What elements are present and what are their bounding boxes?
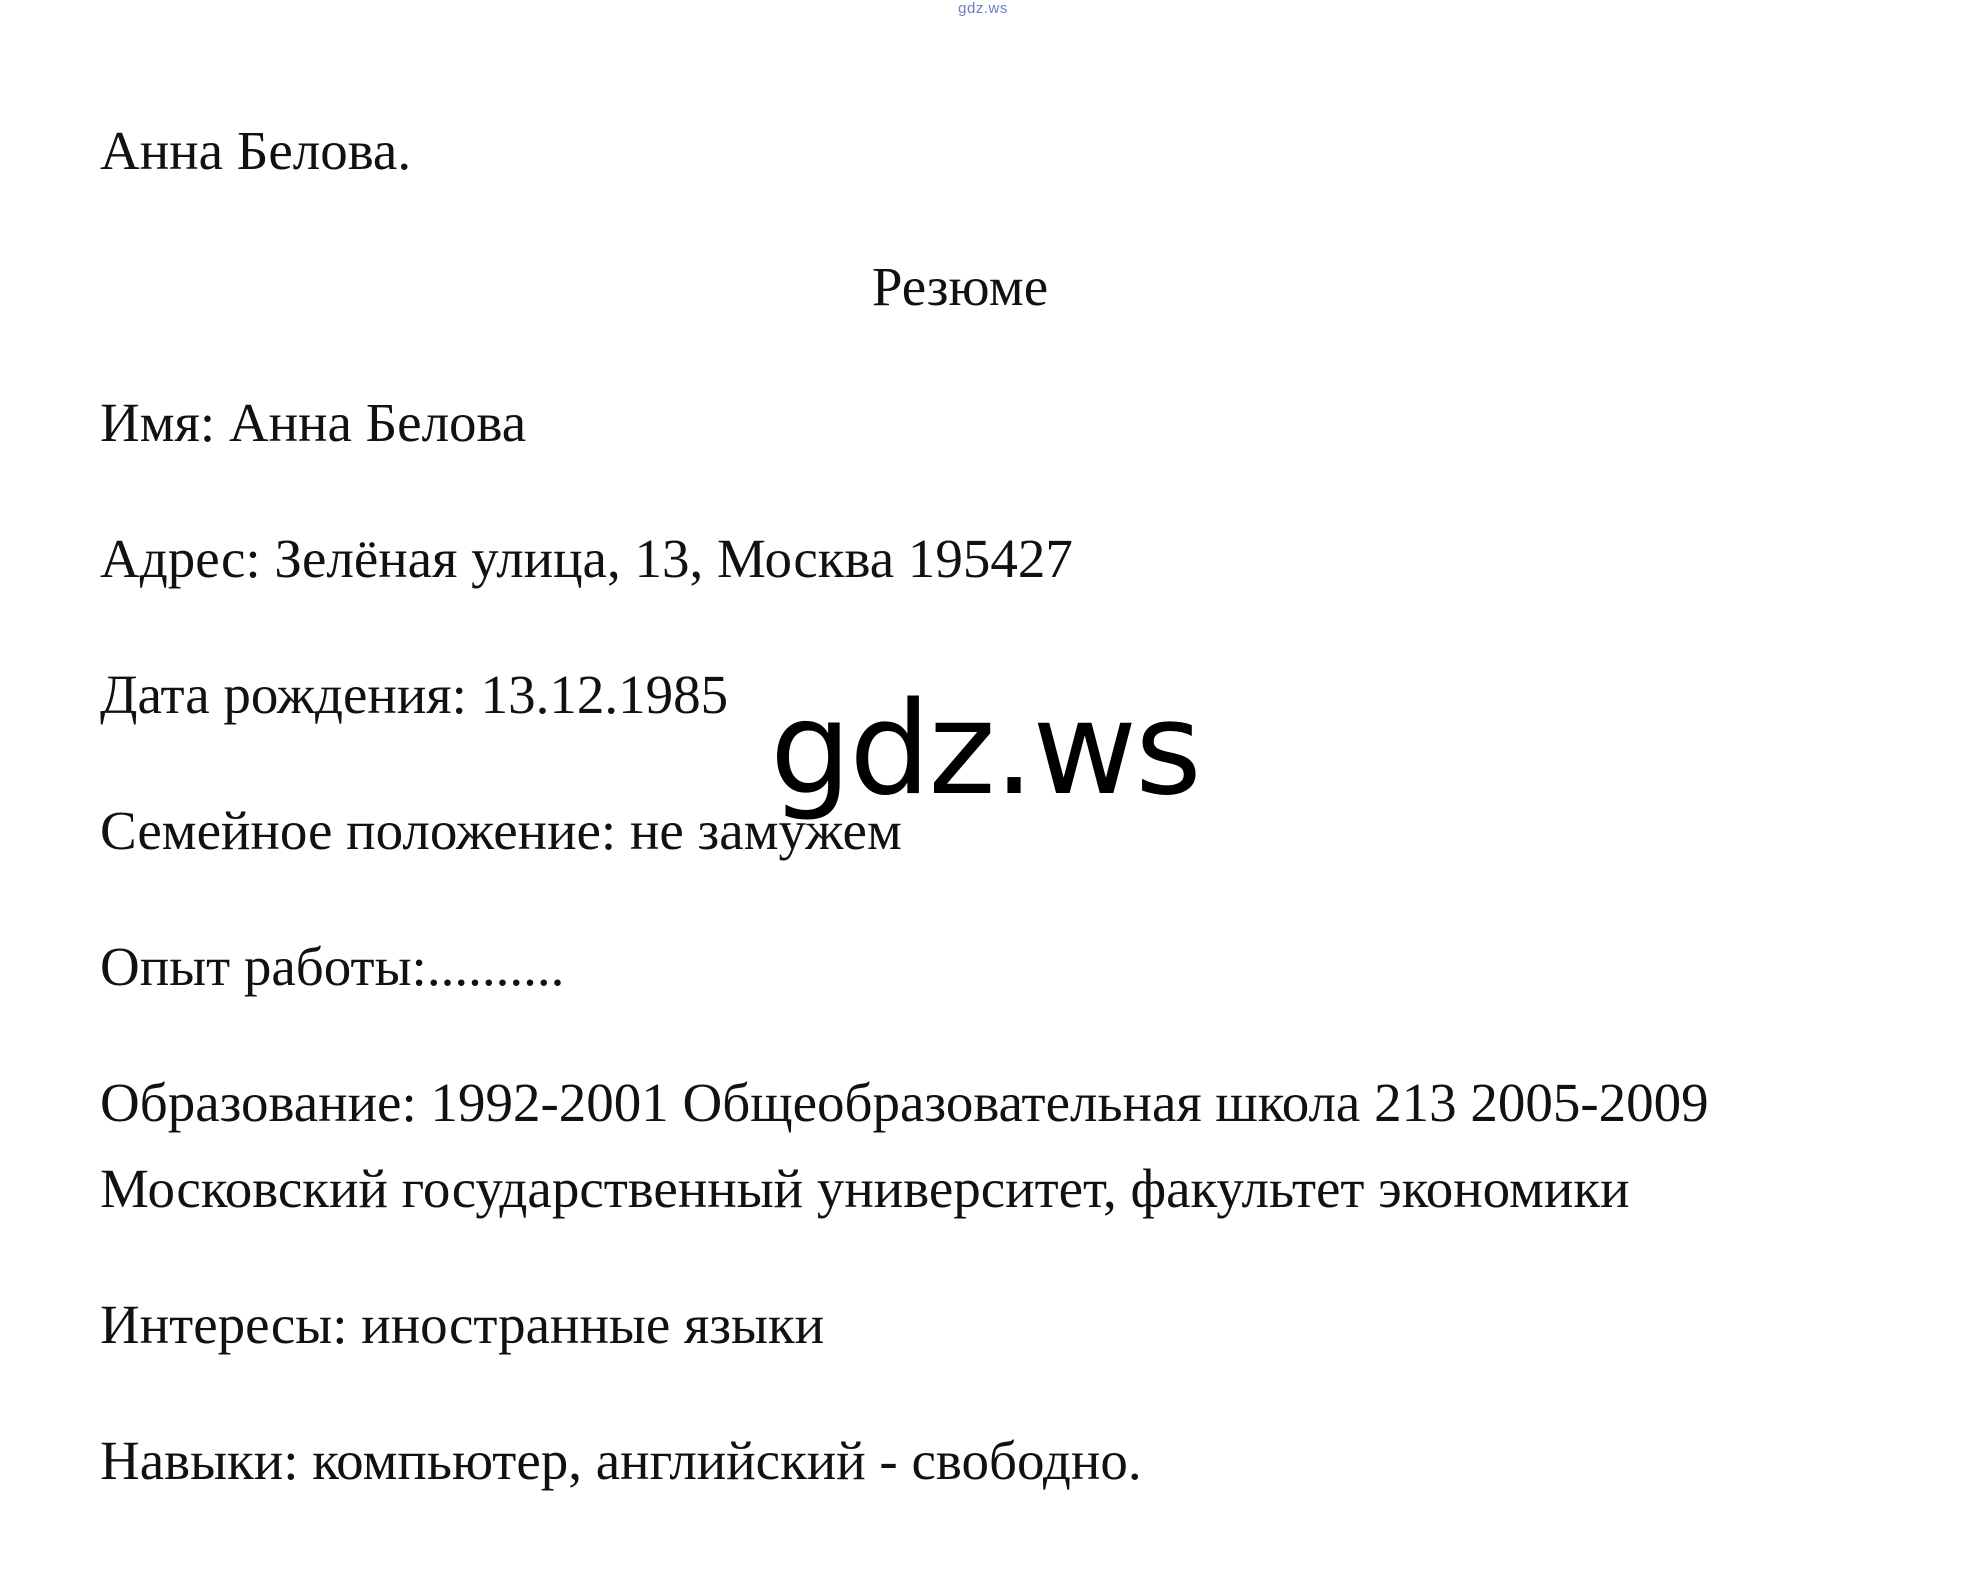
education-line-2: Московский государственный университет, факультет экономики bbox=[100, 1158, 1630, 1219]
interests-line: Интересы: иностранные языки bbox=[100, 1294, 825, 1355]
birthdate-line: Дата рождения: 13.12.1985 bbox=[100, 664, 729, 725]
author-line: Анна Белова. bbox=[100, 120, 412, 181]
resume-title: Резюме bbox=[871, 256, 1049, 317]
education-line-1: Образование: 1992-2001 Общеобразовательная школа 213 2005-2009 bbox=[100, 1072, 1709, 1133]
marital-status-line: Семейное положение: не замужем bbox=[100, 800, 902, 861]
main-watermark: gdz.ws bbox=[770, 675, 1200, 824]
address-line: Адрес: Зелёная улица, 13, Москва 195427 bbox=[100, 528, 1073, 589]
experience-line: Опыт работы:.......... bbox=[100, 936, 565, 997]
skills-line: Навыки: компьютер, английский - свободно. bbox=[100, 1430, 1142, 1491]
top-watermark: gdz.ws bbox=[958, 0, 1008, 17]
name-line: Имя: Анна Белова bbox=[100, 392, 527, 453]
